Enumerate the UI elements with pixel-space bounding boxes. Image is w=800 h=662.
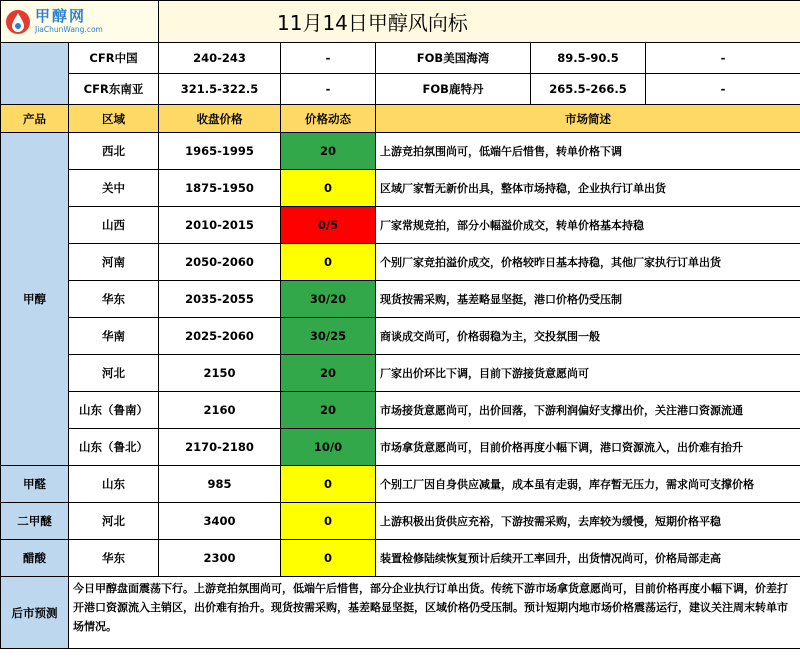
external-change: - [646, 43, 800, 74]
table-row [1, 207, 800, 244]
region-cell: 山东（鲁南） [69, 392, 159, 429]
logo-name-en: JiaChunWang.com [35, 25, 103, 35]
price-cell: 2170-2180 [159, 429, 281, 466]
product-formaldehyde: 甲醛 [1, 466, 69, 503]
header-product: 产品 [1, 105, 69, 133]
region-cell: 山东（鲁北） [69, 429, 159, 466]
market-cell: 区域厂家暂无新价出具，整体市场持稳，企业执行订单出货 [376, 170, 800, 207]
change-cell: 20 [281, 355, 376, 392]
table-row [1, 133, 800, 170]
region-cell: 华东 [69, 281, 159, 318]
region-cell: 西北 [69, 133, 159, 170]
product-dme: 二甲醚 [1, 503, 69, 540]
droplet-logo-icon [5, 9, 31, 35]
forecast-row [1, 577, 800, 649]
external-value: 89.5-90.5 [531, 43, 646, 74]
header-change: 价格动态 [281, 105, 376, 133]
market-cell: 个别工厂因自身供应减量，成本虽有走弱，库存暂无压力，需求尚可支撑价格 [376, 466, 800, 503]
price-cell: 3400 [159, 503, 281, 540]
product-acetic-acid: 醋酸 [1, 540, 69, 577]
external-row-1 [1, 43, 800, 74]
external-label: FOB美国海湾 [376, 43, 531, 74]
external-label: FOB鹿特丹 [376, 74, 531, 105]
external-row-2 [1, 74, 800, 105]
forecast-text: 今日甲醇盘面震荡下行。上游竞拍氛围尚可，低端午后惜售，部分企业执行订单出货。传统下游市场拿货意愿尚可，目前价格再度小幅下调，价差打开港口资源流入主销区，出价难有抬升。现货按需采购，基差略显坚挺，区域价格仍受压制。预计短期内地市场价格震荡运行，建议关注周末转单市场情况。 [69, 577, 800, 649]
table-row [1, 503, 800, 540]
price-cell: 2010-2015 [159, 207, 281, 244]
price-cell: 985 [159, 466, 281, 503]
table-row [1, 170, 800, 207]
external-value: 321.5-322.5 [159, 74, 281, 105]
table-row [1, 540, 800, 577]
table-row [1, 281, 800, 318]
table-row [1, 392, 800, 429]
logo-name-cn: 甲醇网 [35, 7, 87, 26]
market-cell: 上游竞拍氛围尚可，低端午后惜售，转单价格下调 [376, 133, 800, 170]
header-row [1, 105, 800, 133]
price-cell: 2300 [159, 540, 281, 577]
region-cell: 河南 [69, 244, 159, 281]
external-value: 265.5-266.5 [531, 74, 646, 105]
external-label: CFR东南亚 [69, 74, 159, 105]
market-cell: 个别厂家竞拍溢价成交，价格较昨日基本持稳，其他厂家执行订单出货 [376, 244, 800, 281]
change-cell: 0 [281, 466, 376, 503]
region-cell: 山西 [69, 207, 159, 244]
change-cell: 0 [281, 170, 376, 207]
price-cell: 2050-2060 [159, 244, 281, 281]
region-cell: 河北 [69, 503, 159, 540]
external-label: CFR中国 [69, 43, 159, 74]
external-value: 240-243 [159, 43, 281, 74]
market-cell: 商谈成交尚可，价格弱稳为主，交投氛围一般 [376, 318, 800, 355]
header-region: 区域 [69, 105, 159, 133]
product-methanol: 甲醇 [1, 133, 69, 466]
market-cell: 上游积极出货供应充裕，下游按需采购，去库较为缓慢，短期价格平稳 [376, 503, 800, 540]
change-cell: 0 [281, 244, 376, 281]
external-change: - [281, 74, 376, 105]
external-change: - [281, 43, 376, 74]
header-market: 市场简述 [376, 105, 800, 133]
price-cell: 2150 [159, 355, 281, 392]
logo [1, 1, 159, 43]
market-cell: 市场拿货意愿尚可，目前价格再度小幅下调，港口资源流入，出价难有抬升 [376, 429, 800, 466]
change-cell: 20 [281, 133, 376, 170]
region-cell: 河北 [69, 355, 159, 392]
external-change: - [646, 74, 800, 105]
market-cell: 厂家常规竞拍，部分小幅溢价成交，转单价格基本持稳 [376, 207, 800, 244]
change-cell: 10/0 [281, 429, 376, 466]
price-cell: 2035-2055 [159, 281, 281, 318]
price-cell: 1875-1950 [159, 170, 281, 207]
price-cell: 2160 [159, 392, 281, 429]
table-row [1, 318, 800, 355]
market-cell: 装置检修陆续恢复预计后续开工率回升，出货情况尚可，价格局部走高 [376, 540, 800, 577]
market-cell: 厂家出价环比下调，目前下游接货意愿尚可 [376, 355, 800, 392]
price-cell: 2025-2060 [159, 318, 281, 355]
market-cell: 现货按需采购，基差略显坚挺，港口价格仍受压制 [376, 281, 800, 318]
header-price: 收盘价格 [159, 105, 281, 133]
table-row [1, 466, 800, 503]
external-label-spacer [1, 43, 69, 105]
table-row [1, 244, 800, 281]
page-title: 11月14日甲醇风向标 [159, 1, 800, 43]
region-cell: 华南 [69, 318, 159, 355]
change-cell: 30/20 [281, 281, 376, 318]
change-cell: 30/25 [281, 318, 376, 355]
change-cell: 0/5 [281, 207, 376, 244]
region-cell: 山东 [69, 466, 159, 503]
market-cell: 市场接货意愿尚可，出价回落，下游利润偏好支撑出价，关注港口资源流通 [376, 392, 800, 429]
change-cell: 20 [281, 392, 376, 429]
forecast-label: 后市预测 [1, 577, 69, 649]
title-row [1, 1, 800, 43]
region-cell: 关中 [69, 170, 159, 207]
change-cell: 0 [281, 503, 376, 540]
change-cell: 0 [281, 540, 376, 577]
price-cell: 1965-1995 [159, 133, 281, 170]
table-row [1, 355, 800, 392]
table-row [1, 429, 800, 466]
region-cell: 华东 [69, 540, 159, 577]
